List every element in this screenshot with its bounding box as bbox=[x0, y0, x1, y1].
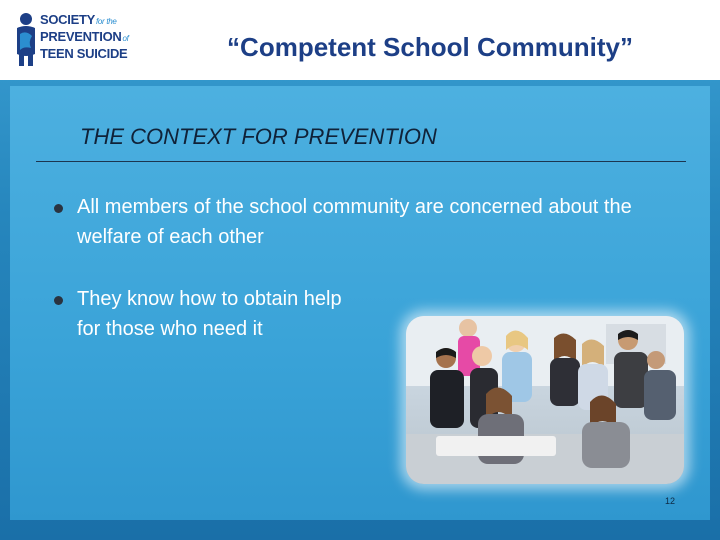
bullet-dot-icon bbox=[54, 296, 63, 305]
heading-divider bbox=[36, 161, 686, 162]
students-group-photo bbox=[406, 316, 684, 484]
slide-title: “Competent School Community” bbox=[227, 32, 633, 62]
person-figure-icon bbox=[14, 12, 38, 68]
bullet-text: All members of the school community are concerned about the welfare of each other bbox=[77, 196, 632, 248]
logo-line-1-small: for the bbox=[95, 17, 117, 26]
list-item bbox=[54, 192, 674, 252]
page-number: 12 bbox=[665, 496, 676, 506]
logo-line-2-small: of bbox=[122, 34, 129, 43]
list-item bbox=[54, 284, 367, 344]
bullet-dot-icon bbox=[54, 204, 63, 213]
logo-wordmark bbox=[40, 12, 129, 61]
bullet-text: They know how to obtain help for those who need it bbox=[77, 288, 342, 340]
logo-line-1: SOCIETY bbox=[40, 12, 95, 27]
content-panel bbox=[10, 86, 710, 520]
logo-line-3: TEEN SUICIDE bbox=[40, 46, 128, 61]
context-heading: THE CONTEXT FOR PREVENTION bbox=[80, 124, 437, 149]
society-logo bbox=[14, 10, 144, 68]
logo-line-2: PREVENTION bbox=[40, 29, 122, 44]
students-illustration bbox=[406, 316, 684, 484]
